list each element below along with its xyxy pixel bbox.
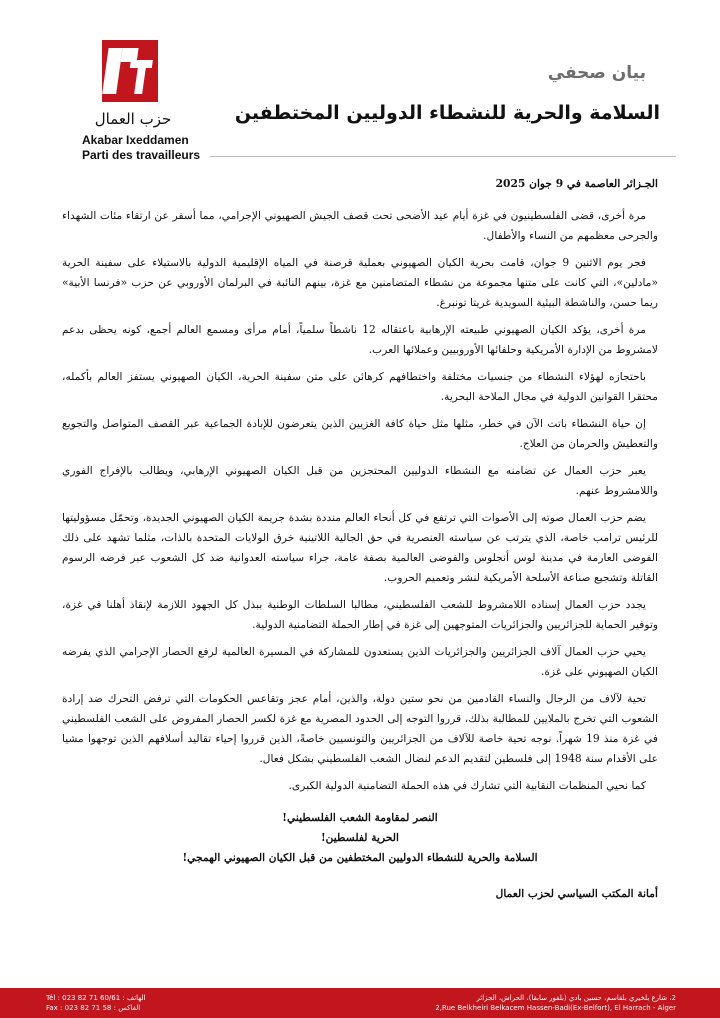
footer-bar xyxy=(0,988,720,1018)
paragraph: يحيي حزب العمال آلاف الجزائريين والجزائريات الذين يستعدون للمشاركة في المسيرة العالمية لرفع الحصار الإجرامي الذي يفرضه الكيان الصهيوني على غزة. xyxy=(62,645,658,678)
statement-body xyxy=(62,174,658,904)
footer-contact xyxy=(46,993,146,1013)
slogan-line: السلامة والحرية للنشطاء الدوليين المختطفين من قبل الكيان الصهيوني الهمجي! xyxy=(182,851,538,864)
paragraph: كما نحيي المنظمات النقابية التي تشارك في هذه الحملة التضامنية الدولية الكبرى. xyxy=(288,779,646,792)
paragraph: تحية لآلاف من الرجال والنساء القادمين من نحو ستين دولة، والذين، أمام عجز وتقاعس الحكومات التي ترفض التحرك ضد إرادة الشعوب التي تخرج بالملايين للمطالبة بذلك، قرروا التوجه إلى الحدود المصرية مع غزة لكسر الحصار المفروض على الشعب الفلسطيني في غزة منذ 19 شهراً. نوجه تحية خاصة للآلاف من الجزائريين والتونسيين خاصةً، الذين قرروا إحياء تقاليد أسلافهم الذين توجهوا مشيا على الأقدام سنة 1948 إلى فلسطين لتقديم الدعم لنضال الشعب الفلسطيني بشكل فعال. xyxy=(62,692,658,765)
paragraph: يعبر حزب العمال عن تضامنه مع النشطاء الدوليين المحتجزين من قبل الكيان الصهيوني الإرهابي، ويطالب بالإفراج الفوري واللامشروط عنهم. xyxy=(62,464,658,497)
footer-fax: Fax : 023 82 71 58 : الفاكس xyxy=(46,1004,141,1012)
logo-arabic-name: حزب العمال xyxy=(94,110,172,128)
slogan-line: الحرية لفلسطين! xyxy=(320,831,399,844)
paragraph: باحتجازه لهؤلاء النشطاء من جنسيات مختلفة واختطافهم كرهائن على متن سفينة الحرية، الكيان الصهيوني يستفز العالم بأكمله، محتقرا القوانين الدولية في مجال الملاحة البحرية. xyxy=(62,370,658,403)
header-divider xyxy=(210,156,676,157)
paragraph: يضم حزب العمال صوته إلى الأصوات التي ترتفع في كل أنحاء العالم منددة بشدة جريمة الكيان الصهيوني الجديدة، وتحمّل مسؤوليتها للرئيس ترامب خاصة، الذي يترتب عن سياسته العنصرية في حق الجالية اللاتينية خرق الولايات المتحدة بالذات، مثلما تشهد على ذلك الفوضى العارمة في مدينة لوس أنجلوس والفوضى العالمية بصفة عامة، جراء سياسته العدوانية ضد كل الشعوب عبر فرضه الرسوم القاتلة وتشجيع صناعة الأسلحة الأمريكية لنشر وتعميم الحروب. xyxy=(62,511,658,584)
signature: أمانة المكتب السياسي لحزب العمال xyxy=(495,887,658,900)
pt-logo-icon xyxy=(98,38,168,110)
paragraph: مرة أخرى، يؤكد الكيان الصهيوني طبيعته الإرهابية باعتقاله 12 ناشطاً سلمياً، أمام مرأى ومسمع العالم أجمع، كونه يحظى بدعم لامشروط من الإدارة الأمريكية وحلفائها الأوروبيين وعملائها العرب. xyxy=(62,323,658,356)
footer-address-french: 2,Rue Belkheiri Belkacem Hassen-Badi(Ex-Belfort), El Harrach - Alger xyxy=(435,1004,676,1012)
footer-address xyxy=(435,993,676,1013)
logo-berber-name: Akabar Ixeddamen xyxy=(82,133,189,147)
slogan-line: النصر لمقاومة الشعب الفلسطيني! xyxy=(282,811,438,824)
closing-slogans xyxy=(62,808,658,868)
paragraph: يجدد حزب العمال إسناده اللامشروط للشعب الفلسطيني، مطالبا السلطات الوطنية ببذل كل الجهود اللازمة لإنقاذ أهلنا في غزة، وتوفير الحماية للجزائريين والجزائريات المتوجهين إلى غزة في إطار الحملة التضامنية الدولية. xyxy=(62,598,658,631)
logo-french-name: Parti des travailleurs xyxy=(82,148,201,162)
document-title: السلامة والحرية للنشطاء الدوليين المختطفين xyxy=(234,102,660,124)
document-type: بيان صحفي xyxy=(547,63,646,83)
paragraph: مرة أخرى، قضى الفلسطينيون في غزة أيام عيد الأضحى تحت قصف الجيش الصهيوني الإجرامي، مما أسفر عن ارتقاء مئات الشهداء والجرحى معظمهم من النساء والأطفال. xyxy=(62,209,658,242)
paragraph: إن حياة النشطاء باتت الآن في خطر، مثلها مثل حياة كافة الغزيين الذين يتعرضون للإبادة الجماعية عبر القصف المتواصل والتجويع والتعطيش والحرمان من العلاج. xyxy=(62,417,658,450)
footer-phone: Tél : 023 82 71 60/61 : الهاتف xyxy=(46,994,146,1002)
footer-address-arabic: 2، شارع بلخيري بلقاسم، حسين بادي (بلفور سابقا)، الحراش، الجزائر xyxy=(476,994,676,1002)
paragraph: فجر يوم الاثنين 9 جوان، قامت بحرية الكيان الصهيوني بعملية قرصنة في المياه الإقليمية الدولية بالاستيلاء على سفينة الحرية «مادلين»، التي كانت على متنها مجموعة من نشطاء المتضامنين مع غزة، بينهم النائبة في البرلمان الأوروبي عن حزب «فرنسا الأبية» ريما حسن، والناشطة البيئية السويدية غريتا تونبرغ. xyxy=(62,256,658,309)
statement-date: الجـزائر العاصمة في 9 جوان 2025 xyxy=(495,177,658,190)
